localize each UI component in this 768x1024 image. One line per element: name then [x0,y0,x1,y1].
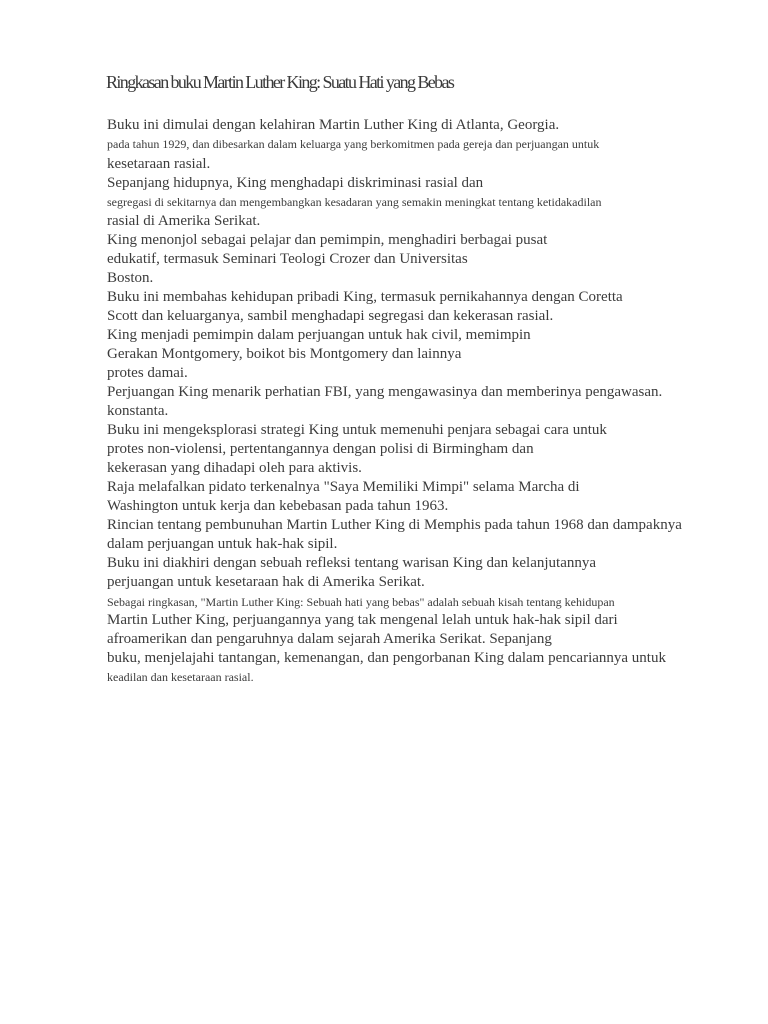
text-line: Rincian tentang pembunuhan Martin Luther King di Memphis pada tahun 1968 dan dampaknya [107,517,682,533]
text-line: buku, menjelajahi tantangan, kemenangan, dan pengorbanan King dalam pencariannya untuk [107,650,666,666]
text-line: Buku ini mengeksplorasi strategi King untuk memenuhi penjara sebagai cara untuk [107,422,607,438]
text-line: segregasi di sekitarnya dan mengembangkan kesadaran yang semakin meningkat tentang ketidakadilan [107,195,602,209]
text-line: rasial di Amerika Serikat. [107,213,261,229]
text-line: Gerakan Montgomery, boikot bis Montgomery dan lainnya [107,346,462,362]
text-line: Sepanjang hidupnya, King menghadapi diskriminasi rasial dan [107,175,484,191]
text-line: Raja melafalkan pidato terkenalnya "Saya Memiliki Mimpi" selama Marcha di [107,479,580,495]
text-line: Buku ini membahas kehidupan pribadi King, termasuk pernikahannya dengan Coretta [107,289,623,305]
text-line: protes damai. [107,365,188,381]
text-line: kesetaraan rasial. [107,156,211,172]
text-line: Perjuangan King menarik perhatian FBI, yang mengawasinya dan memberinya pengawasan. [107,384,663,400]
text-line: Sebagai ringkasan, "Martin Luther King: Sebuah hati yang bebas" adalah sebuah kisah tentang kehidupan [107,595,615,609]
text-line: keadilan dan kesetaraan rasial. [107,670,254,684]
text-line: protes non-violensi, pertentangannya dengan polisi di Birmingham dan [107,441,534,457]
document-title: Ringkasan buku Martin Luther King: Suatu Hati yang Bebas [106,72,454,92]
text-line: King menjadi pemimpin dalam perjuangan untuk hak civil, memimpin [107,327,531,343]
text-line: pada tahun 1929, dan dibesarkan dalam keluarga yang berkomitmen pada gereja dan perjuangan untuk [107,137,600,151]
text-line: dalam perjuangan untuk hak-hak sipil. [107,536,338,552]
text-line: Buku ini dimulai dengan kelahiran Martin Luther King di Atlanta, Georgia. [107,117,560,133]
text-line: afroamerikan dan pengaruhnya dalam sejarah Amerika Serikat. Sepanjang [107,631,552,647]
text-line: Washington untuk kerja dan kebebasan pada tahun 1963. [107,498,449,514]
text-line: edukatif, termasuk Seminari Teologi Crozer dan Universitas [107,251,468,267]
text-line: kekerasan yang dihadapi oleh para aktivis. [107,460,362,476]
text-line: King menonjol sebagai pelajar dan pemimpin, menghadiri berbagai pusat [107,232,548,248]
text-line: Scott dan keluarganya, sambil menghadapi segregasi dan kekerasan rasial. [107,308,554,324]
text-line: konstanta. [107,403,169,419]
text-line: Buku ini diakhiri dengan sebuah refleksi tentang warisan King dan kelanjutannya [107,555,597,571]
text-line: perjuangan untuk kesetaraan hak di Amerika Serikat. [107,574,425,590]
text-line: Boston. [107,270,154,286]
text-line: Martin Luther King, perjuangannya yang tak mengenal lelah untuk hak-hak sipil dari [107,612,618,628]
